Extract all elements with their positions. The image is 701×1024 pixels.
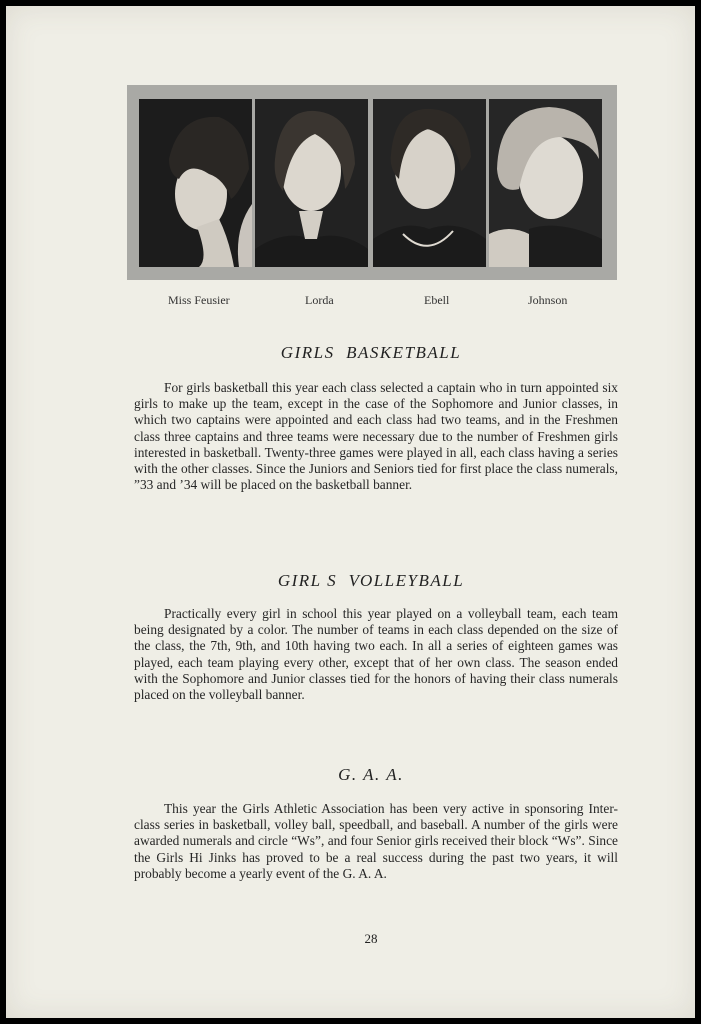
portrait-photo-ebell	[373, 99, 486, 267]
photo-strip	[127, 85, 617, 280]
section-body-gaa: This year the Girls Athletic Association has been very active in sponsoring Inter-class series in basketball, volley ball, speedball, and baseball. A number of the girls were awarded numerals and circle “Ws”, and four Senior girls received their block “Ws”. Since the Girls Hi Jinks has proved to be a real success during the past two years, it will probably become a yearly event of the G. A. A.	[134, 801, 618, 881]
photo-caption: Miss Feusier	[168, 293, 230, 307]
section-heading-basketball: GIRLS BASKETBALL	[280, 343, 462, 362]
page-number: 28	[364, 931, 378, 946]
photo-caption: Ebell	[424, 293, 450, 307]
portrait-photo-johnson	[489, 99, 602, 267]
photo-caption: Johnson	[528, 293, 568, 307]
section-body-volleyball: Practically every girl in school this year played on a volleyball team, each team being designated by a color. The number of teams in each class depended on the size of the class, the 7th, 9th, and 10th having two each. In all a series of eighteen games was played, each team playing every other, except that of her own class. The season ended with the Sophomore and Junior classes tied for the honors of having their class numerals placed on the volleyball banner.	[134, 606, 618, 703]
section-heading-gaa: G. A. A.	[338, 765, 404, 784]
photo-caption: Lorda	[305, 293, 334, 307]
yearbook-page	[6, 6, 695, 1018]
portrait-photo-lorda	[255, 99, 368, 267]
portrait-photo-feusier	[139, 99, 252, 267]
section-body-basketball: For girls basketball this year each class selected a captain who in turn appointed six girls to make up the team, except in the case of the Sophomore and Junior classes, in which two captains were appointed and each class had two teams, and in the Freshmen class three captains and three teams were necessary due to the number of Freshmen girls interested in basketball. Twenty-three games were played in all, each class having a series with the other classes. Since the Juniors and Seniors tied for first place the class numerals, ”33 and ’34 will be placed on the basketball banner.	[134, 380, 618, 493]
section-heading-volleyball: GIRL S VOLLEYBALL	[277, 571, 465, 590]
